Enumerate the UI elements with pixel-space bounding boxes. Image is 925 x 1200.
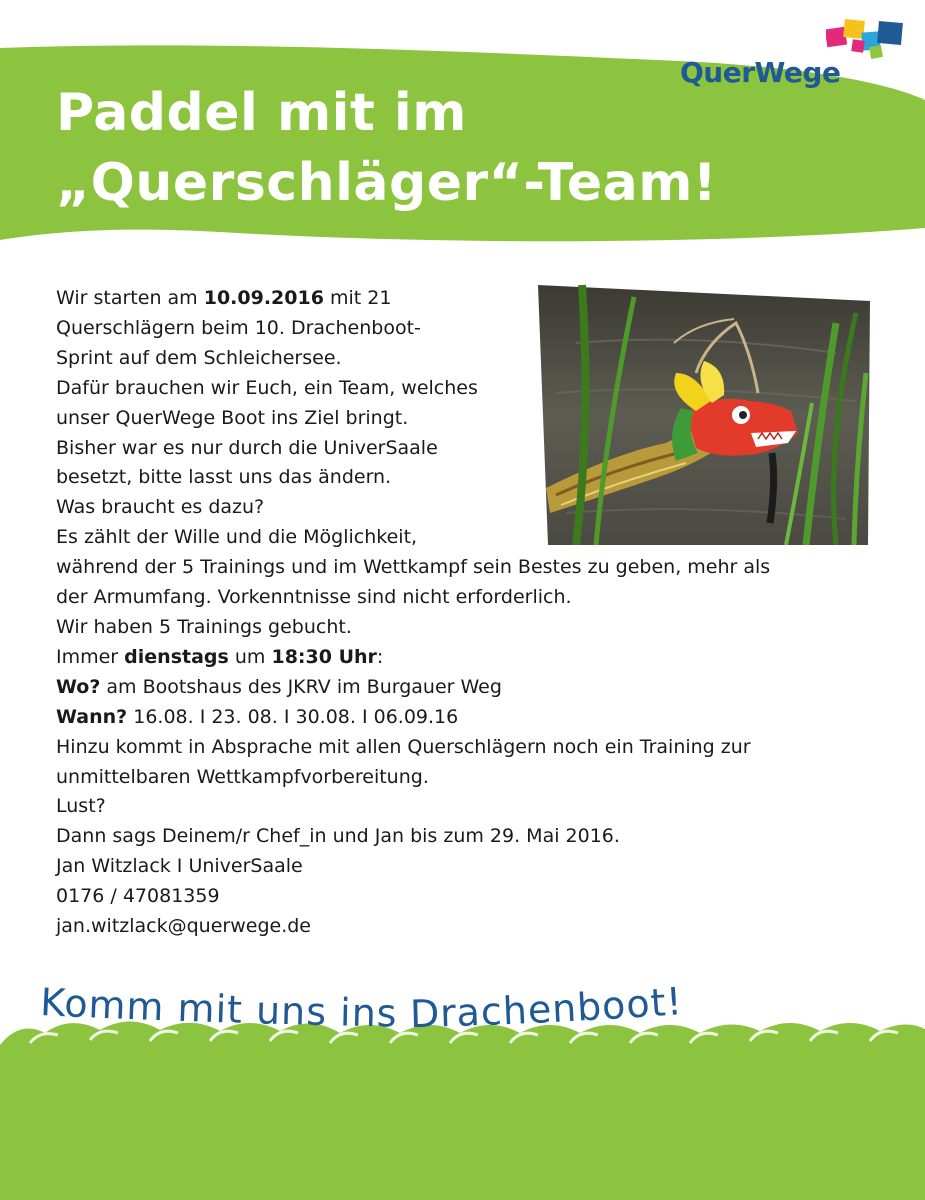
text-line-14: Wo? am Bootshaus des JKRV im Burgauer Weg: [56, 675, 502, 698]
text-line-9: Es zählt der Wille und die Möglichkeit,: [56, 526, 418, 549]
logo-wordmark: QuerWege: [680, 56, 841, 89]
contact-email: jan.witzlack@querwege.de: [56, 915, 311, 938]
text-line-18: Lust?: [56, 795, 106, 818]
body-text: [56, 284, 876, 942]
text-line-3: Sprint auf dem Schleichersee.: [56, 346, 342, 369]
slogan-text: Komm mit uns ins Drachenboot!: [39, 979, 685, 1037]
contact-name: Jan Witzlack I UniverSaale: [56, 855, 303, 878]
text-line-13: Immer dienstags um 18:30 Uhr:: [56, 645, 384, 668]
text-line-5: unser QuerWege Boot ins Ziel bringt.: [56, 406, 409, 429]
text-line-11: der Armumfang. Vorkenntnisse sind nicht erforderlich.: [56, 586, 572, 609]
text-line-4: Dafür brauchen wir Euch, ein Team, welches: [56, 376, 478, 399]
text-line-17: unmittelbaren Wettkampfvorbereitung.: [56, 765, 429, 788]
text-line-16: Hinzu kommt in Absprache mit allen Querschlägern noch ein Training zur: [56, 735, 751, 758]
text-line-6: Bisher war es nur durch die UniverSaale: [56, 436, 438, 459]
text-line-12: Wir haben 5 Trainings gebucht.: [56, 615, 352, 638]
contact-phone: 0176 / 47081359: [56, 885, 220, 908]
slogan-banner: [0, 975, 925, 1055]
text-line-10: während der 5 Trainings und im Wettkampf sein Bestes zu geben, mehr als: [56, 556, 771, 579]
text-line-2: Querschlägern beim 10. Drachenboot-: [56, 316, 421, 339]
text-line-7: besetzt, bitte lasst uns das ändern.: [56, 466, 392, 489]
title-line-1: Paddel mit im: [56, 83, 467, 143]
text-line-8: Was braucht es dazu?: [56, 496, 265, 519]
text-line-19: Dann sags Deinem/r Chef_in und Jan bis zum 29. Mai 2016.: [56, 825, 620, 848]
title-line-2: „Querschläger“-Team!: [56, 153, 718, 213]
page-title: [56, 78, 717, 218]
text-line-1: Wir starten am 10.09.2016 mit 21: [56, 287, 392, 309]
text-line-15: Wann? 16.08. I 23. 08. I 30.08. I 06.09.16: [56, 705, 459, 728]
